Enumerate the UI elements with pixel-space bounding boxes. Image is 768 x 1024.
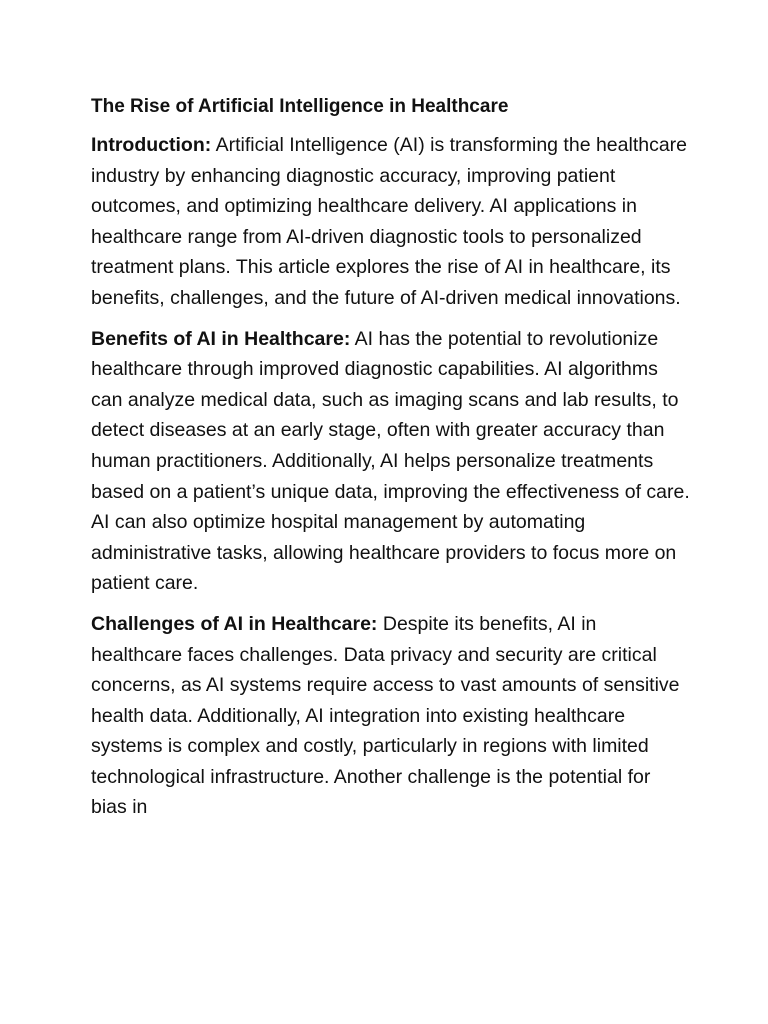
introduction-paragraph xyxy=(91,130,691,314)
benefits-text: AI has the potential to revolutionize healthcare through improved diagnostic capabilities. AI algorithms can analyze medical data, such as imaging scans and lab results, to detect diseases at an early stage, often with greater accuracy than human practitioners. Additionally, AI helps personalize treatments based on a patient’s unique data, improving the effectiveness of care. AI can also optimize hospital management by automating administrative tasks, allowing healthcare providers to focus more on patient care. xyxy=(91,327,690,595)
benefits-heading: Benefits of AI in Healthcare: xyxy=(91,327,351,350)
document-title: The Rise of Artificial Intelligence in Healthcare xyxy=(91,96,509,117)
challenges-heading: Challenges of AI in Healthcare: xyxy=(91,612,378,635)
benefits-paragraph xyxy=(91,324,691,599)
introduction-text: Artificial Intelligence (AI) is transforming the healthcare industry by enhancing diagnostic accuracy, improving patient outcomes, and optimizing healthcare delivery. AI applications in healthcare range from AI-driven diagnostic tools to personalized treatment plans. This article explores the rise of AI in healthcare, its benefits, challenges, and the future of AI-driven medical innovations. xyxy=(91,134,688,309)
document-body xyxy=(91,94,691,833)
introduction-heading: Introduction: xyxy=(91,134,212,156)
challenges-paragraph xyxy=(91,609,691,823)
challenges-text: Despite its benefits, AI in healthcare faces challenges. Data privacy and security are critical concerns, as AI systems require access to vast amounts of sensitive health data. Additionally, AI integration into existing healthcare systems is complex and costly, particularly in regions with limited technological infrastructure. Another challenge is the potential for bias in xyxy=(91,612,680,819)
